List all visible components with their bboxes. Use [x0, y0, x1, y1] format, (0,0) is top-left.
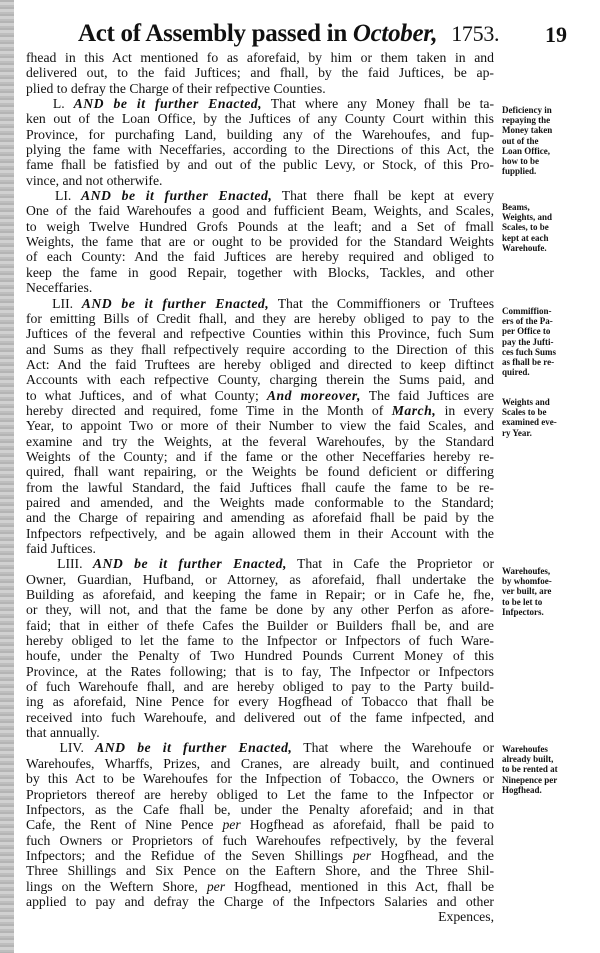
section-numeral: LIII. [57, 556, 83, 572]
section-heading-line: LIV. AND be it further Enacted, That where the Warehoufe or [59, 740, 494, 756]
enacting-clause: AND be it further Enacted, [92, 556, 287, 572]
header-month: October, [352, 20, 438, 47]
text-line: quired, fhall want repairing, or the Weights be found deficient or differing [26, 464, 494, 480]
text-line: Infpectors refpectively, and be again allowed them in their Account with the [26, 525, 494, 541]
text-line: lings on the Weftern Shore, per Hogfhead, mentioned in this Act, fhall be [26, 878, 494, 894]
text-line: Province, for purchafing Land, building any of the Warehoufes, and fup- [26, 126, 494, 142]
binding-gutter [0, 0, 14, 953]
margin-note: Warehoufes already built, to be rented at Ninepence per Hogfhead. [502, 744, 558, 795]
text-line: and Sums as they fhall refpectively require according to the Direction of this [26, 341, 494, 357]
text-line: from the lawful Standard, the faid Juftices fhall caufe the fame to be re- [26, 479, 494, 495]
text-line: Act: And the faid Truftees are hereby obliged and directed to keep diftinct [26, 356, 494, 372]
text-line: Infpectors; and the Refidue of the Seven Shillings per Hogfhead, and the [26, 847, 494, 863]
text-line: plying the fame with Neceffaries, according to the Directions of this Act, the [26, 142, 494, 158]
text-line: Proprietors thereof are hereby obliged to Let the fame to the Infpector or [26, 786, 494, 802]
text-line: faid; that in either of thefe Cafes the Builder or Builders fhall be, and are [26, 617, 494, 633]
text-line: Weights, the fame that are or ought to be provided for the Standard Weights [26, 234, 494, 250]
text-line: hereby directed and required, fome Time in the Month of March, in every [26, 402, 494, 418]
text-line: Building as aforefaid, and keeping the fame in Repair; or in Cafe he, fhe, [26, 587, 494, 603]
text-line: ken out of the Loan Office, by the Juftices of any County Court within this [26, 111, 494, 127]
text-line: houfe, under the Penalty of Two Hundred Pounds Current Money of this [26, 648, 494, 664]
section-heading-line: LIII. AND be it further Enacted, That in Cafe the Proprietor or [57, 556, 494, 572]
text-line: fhead in this Act mentioned fo as aforefaid, by him or them taken in and [26, 50, 494, 65]
text-line: Weights of the County; and if the fame or the other Neceffaries hereby re- [26, 448, 494, 464]
enacting-clause: AND be it further Enacted, [81, 188, 273, 204]
section-numeral: LII. [52, 295, 74, 311]
text-line: received into fuch Warehoufe, and delivered out of the fame infpected, and [26, 709, 494, 725]
text-line: Infpectors, as the Cafe fhall be, under the Penalty aforefaid; and in that [26, 801, 494, 817]
text-line: Year, to appoint Two or more of their Number to view the faid Scales, and [26, 418, 494, 434]
text-line: delivered out, to the faid Juftices; and fhall, by the faid Juftices, be ap- [26, 65, 494, 81]
margin-note: Beams, Weights, and Scales, to be kept at each Warehoufe. [502, 202, 553, 253]
text-line: hereby obliged to let the fame to the Infpector or Infpectors of fuch Ware- [26, 633, 494, 649]
text-line: keep the fame in good Repair, together with Blocks, Tackles, and other [26, 264, 494, 280]
text-line: examine and try the Weights, at the feveral Warehoufes, by the Standard [26, 433, 494, 449]
body-text [26, 50, 494, 925]
section-numeral: L. [52, 96, 65, 112]
text-line: of each County: And the faid Juftices are hereby required and obliged to [26, 249, 494, 265]
text-line: Neceffaries. [26, 280, 93, 296]
text-line: paired and amended, and the Weights made conformable to the Standard; [26, 494, 494, 510]
section-heading-line: LI. AND be it further Enacted, That there fhall be kept at every [55, 188, 494, 204]
text-line: faid Juftices. [26, 541, 96, 556]
running-header [78, 20, 558, 50]
section-numeral: LI. [55, 188, 72, 204]
header-year: 1753. [451, 21, 500, 46]
italic-word: per [352, 847, 372, 863]
header-title: Act of Assembly passed in [78, 20, 347, 47]
margin-note: Weights and Scales to be examined eve- ry Year. [502, 397, 557, 438]
italic-word: per [222, 817, 241, 833]
italic-word: per [206, 878, 226, 894]
margin-note: Commiffion- ers of the Pa- per Office to pay the Jufti- ces fuch Sums as fhall be re- quired. [502, 306, 557, 378]
text-line: plied to defray the Charge of their refpective Counties. [26, 80, 326, 96]
text-line: Accounts with each refpective County, charging therein the Sums paid, and [26, 372, 494, 388]
section-numeral: LIV. [59, 740, 84, 756]
text-line: Cafe, the Rent of Nine Pence per Hogfhead as aforefaid, fhall be paid to [26, 817, 494, 833]
text-line: vince, and not otherwife. [26, 172, 163, 188]
text-line: by this Act to be Warehoufes for the Infpection of Tobacco, the Owners or [26, 771, 494, 787]
text-line: to weigh Twelve Hundred Grofs Pounds at the leaft; and a Set of fmall [26, 218, 494, 234]
text-line: One of the faid Warehoufes a good and fufficient Beam, Weights, and Scales, [26, 203, 494, 219]
enacting-clause: AND be it further Enacted, [73, 96, 263, 112]
text-line: Owner, Guardian, Hufband, or Attorney, as aforefaid, fhall undertake the [26, 571, 494, 587]
italic-phrase: March, [391, 402, 437, 418]
enacting-clause: AND be it further Enacted, [81, 295, 270, 311]
text-line: Juftices of the feveral and refpective Counties within this Province, fuch Sum [26, 326, 494, 342]
text-line: fuch Owners or Proprietors of fuch Warehoufes refpectively, by the feveral [26, 832, 494, 848]
text-line: that annually. [26, 725, 100, 741]
catchword: Expences, [438, 909, 494, 925]
text-line: fame fhall be fatisfied by and out of the public Levy, or Stock, of this Pro- [26, 157, 494, 173]
text-line: ing as aforefaid, Nine Pence for every Hogfhead of Tobacco that fhall be [26, 694, 494, 710]
text-line: Warehoufes, Wharffs, Prizes, and Cranes, are already built, and continued [26, 755, 494, 771]
text-line: Province, at the Rates following; that is to fay, The Infpector or Infpectors [26, 663, 494, 679]
margin-note: Warehoufes, by whomfoe- ver built, are to be let to Infpectors. [502, 566, 552, 617]
enacting-clause: AND be it further Enacted, [95, 740, 293, 756]
page-number: 19 [545, 22, 567, 47]
section-heading-line: LII. AND be it further Enacted, That the Commiffioners or Truftees [52, 295, 494, 311]
text-line: or they, will not, and that the fame be done by any other Perfon as afore- [26, 602, 494, 618]
italic-phrase: And moreover, [266, 387, 361, 403]
text-line: for emitting Bills of Credit fhall, and they are hereby obliged to pay to the [26, 310, 494, 326]
text-line: applied to pay and defray the Charge of the Infpectors Salaries and other [26, 893, 494, 909]
text-line: to what Juftices, and of what County; And moreover, The faid Juftices are [26, 387, 494, 403]
text-line: Three Shillings and Six Pence on the Eaftern Shore, and the Three Shil- [26, 863, 494, 879]
text-line: of fuch Warehoufe fhall, and are hereby obliged to pay to the Party build- [26, 679, 494, 695]
text-line: and the Charge of repairing and amending as aforefaid fhall be paid by the [26, 510, 494, 526]
section-heading-line: L. AND be it further Enacted, That where any Money fhall be ta- [52, 96, 494, 112]
margin-note: Deficiency in repaying the Money taken out of the Loan Office, how to be fupplied. [502, 105, 553, 177]
